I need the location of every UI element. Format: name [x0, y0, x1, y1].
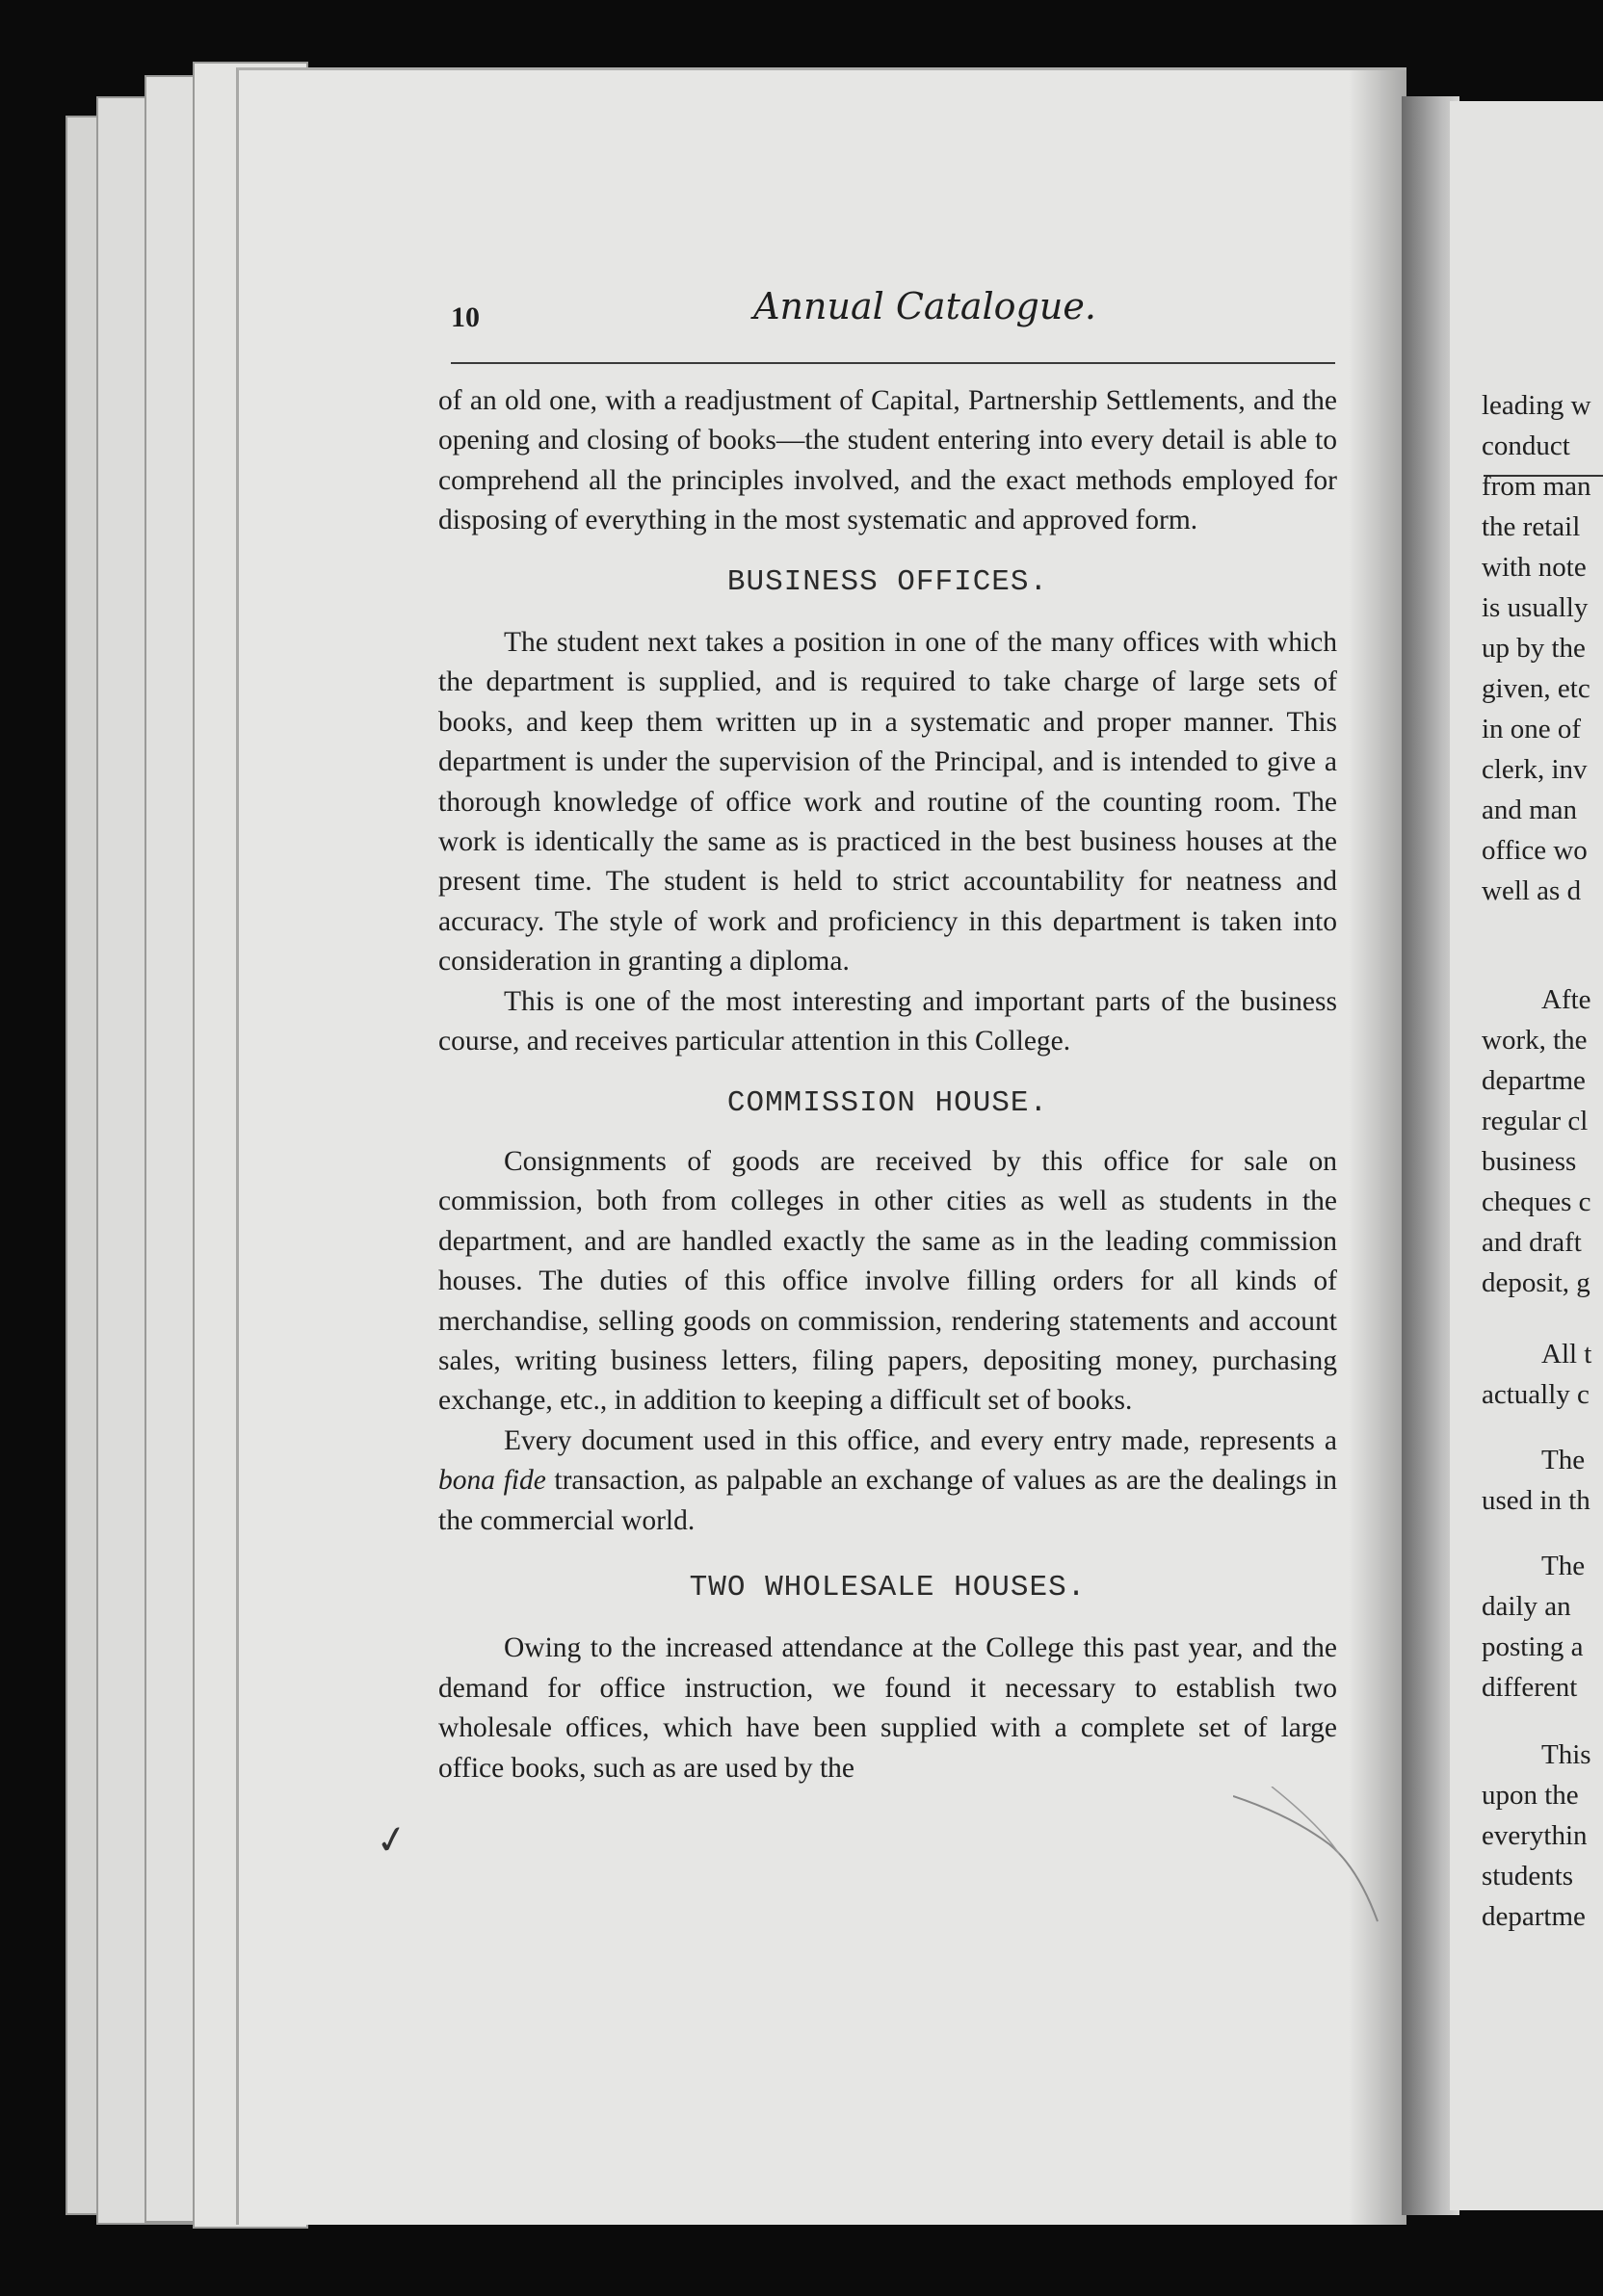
right-page-line: Afte — [1541, 984, 1591, 1015]
right-page-line: in one of — [1482, 714, 1582, 744]
right-page-line: The — [1541, 1551, 1586, 1581]
right-page-line: actually c — [1482, 1379, 1590, 1410]
right-page-line: and draft — [1482, 1227, 1582, 1258]
right-page-line: upon the — [1482, 1780, 1579, 1811]
right-page-line: with note — [1482, 552, 1587, 583]
right-page-line: cheques c — [1482, 1187, 1591, 1217]
heading-business-offices: BUSINESS OFFICES. — [726, 564, 1049, 599]
right-page-line: business — [1482, 1146, 1577, 1177]
paragraph-commission-2-end: transaction, as palpable an exchange of values as are the dealings in the commercial world. — [438, 1465, 1337, 1536]
right-page-line: different — [1482, 1672, 1578, 1703]
paragraph-business-2: This is one of the most interesting and important parts of the business course, and receives particular attention in this College. — [438, 985, 1337, 1057]
page-crease-mark — [1233, 1787, 1397, 1931]
bona-fide-italic: bona fide — [438, 1465, 546, 1497]
right-page-line: given, etc — [1482, 673, 1590, 704]
right-page-line: The — [1541, 1445, 1586, 1475]
right-page-line: departme — [1482, 1901, 1586, 1932]
page-number: 10 — [451, 301, 480, 333]
right-page-line: is usually — [1482, 592, 1589, 623]
right-page-line: deposit, g — [1482, 1267, 1590, 1298]
right-page-line: used in th — [1482, 1485, 1590, 1516]
right-page-line: conduct — [1482, 430, 1570, 461]
right-page-line: This — [1541, 1739, 1591, 1770]
right-page-line: everythin — [1482, 1820, 1588, 1851]
paragraph-commission-2 — [438, 1422, 1337, 1541]
right-page-line: from man — [1482, 471, 1591, 502]
right-page-fragment — [1450, 101, 1603, 2210]
running-head: Annual Catalogue. — [753, 285, 1096, 327]
right-page-line: up by the — [1482, 633, 1586, 664]
right-page-line: leading w — [1482, 390, 1591, 421]
right-page-line: well as d — [1482, 875, 1582, 906]
paragraph-business-1: The student next takes a position in one of the many offices with which the department is supplied, and is required to take charge of large sets of books, and keep them written up in a systematic and proper manner. This department is under the supervision of the Principal, and is intended to give a thorough knowledge of office work and routine of the counting room. The work is identically the same as is practiced in the best business houses at the present time. The student is held to strict accountability for neatness and accuracy. The style of work and proficiency in this department is taken into consideration in granting a diploma. — [438, 627, 1337, 978]
paragraph-intro: of an old one, with a readjustment of Capital, Partnership Settlements, and the opening and closing of books—the student entering into every detail is able to comprehend all the principles involved, and the exact methods employed for disposing of everything in the most systematic and approved form. — [438, 385, 1337, 536]
paragraph-commission-1: Consignments of goods are received by this office for sale on commission, both from colleges in other cities as well as students in the department, and are handled exactly the same as in the leading commission houses. The duties of this office involve filling orders for all kinds of merchandise, selling goods on commission, rendering statements and account sales, writing business letters, filing papers, depositing money, purchasing exchange, etc., in addition to keeping a difficult set of books. — [438, 1145, 1337, 1417]
heading-commission-house: COMMISSION HOUSE. — [726, 1085, 1049, 1120]
page-body — [438, 381, 1337, 1788]
right-page-line: All t — [1541, 1339, 1592, 1370]
right-page-line: and man — [1482, 795, 1578, 825]
right-page-line: office wo — [1482, 835, 1588, 866]
right-page-line: regular cl — [1482, 1106, 1589, 1136]
header-rule — [451, 362, 1335, 364]
right-page-line: students — [1482, 1861, 1574, 1892]
right-page-line: departme — [1482, 1065, 1586, 1096]
right-page-line: the retail — [1482, 511, 1581, 542]
heading-wholesale-houses: TWO WHOLESALE HOUSES. — [689, 1570, 1087, 1605]
right-page-line: work, the — [1482, 1025, 1588, 1056]
right-page-line: daily an — [1482, 1591, 1571, 1622]
paragraph-commission-2-start: Every document used in this office, and every entry made, represents a — [504, 1424, 1337, 1456]
right-page-line: clerk, inv — [1482, 754, 1588, 785]
paragraph-wholesale-1: Owing to the increased attendance at the College this past year, and the demand for office instruction, we found it necessary to establish two wholesale offices, which have been supplied with a complete set of large office books, such as are used by the — [438, 1632, 1337, 1784]
right-page-line: posting a — [1482, 1631, 1584, 1662]
pencil-check-mark-icon: ✓ — [372, 1815, 412, 1866]
